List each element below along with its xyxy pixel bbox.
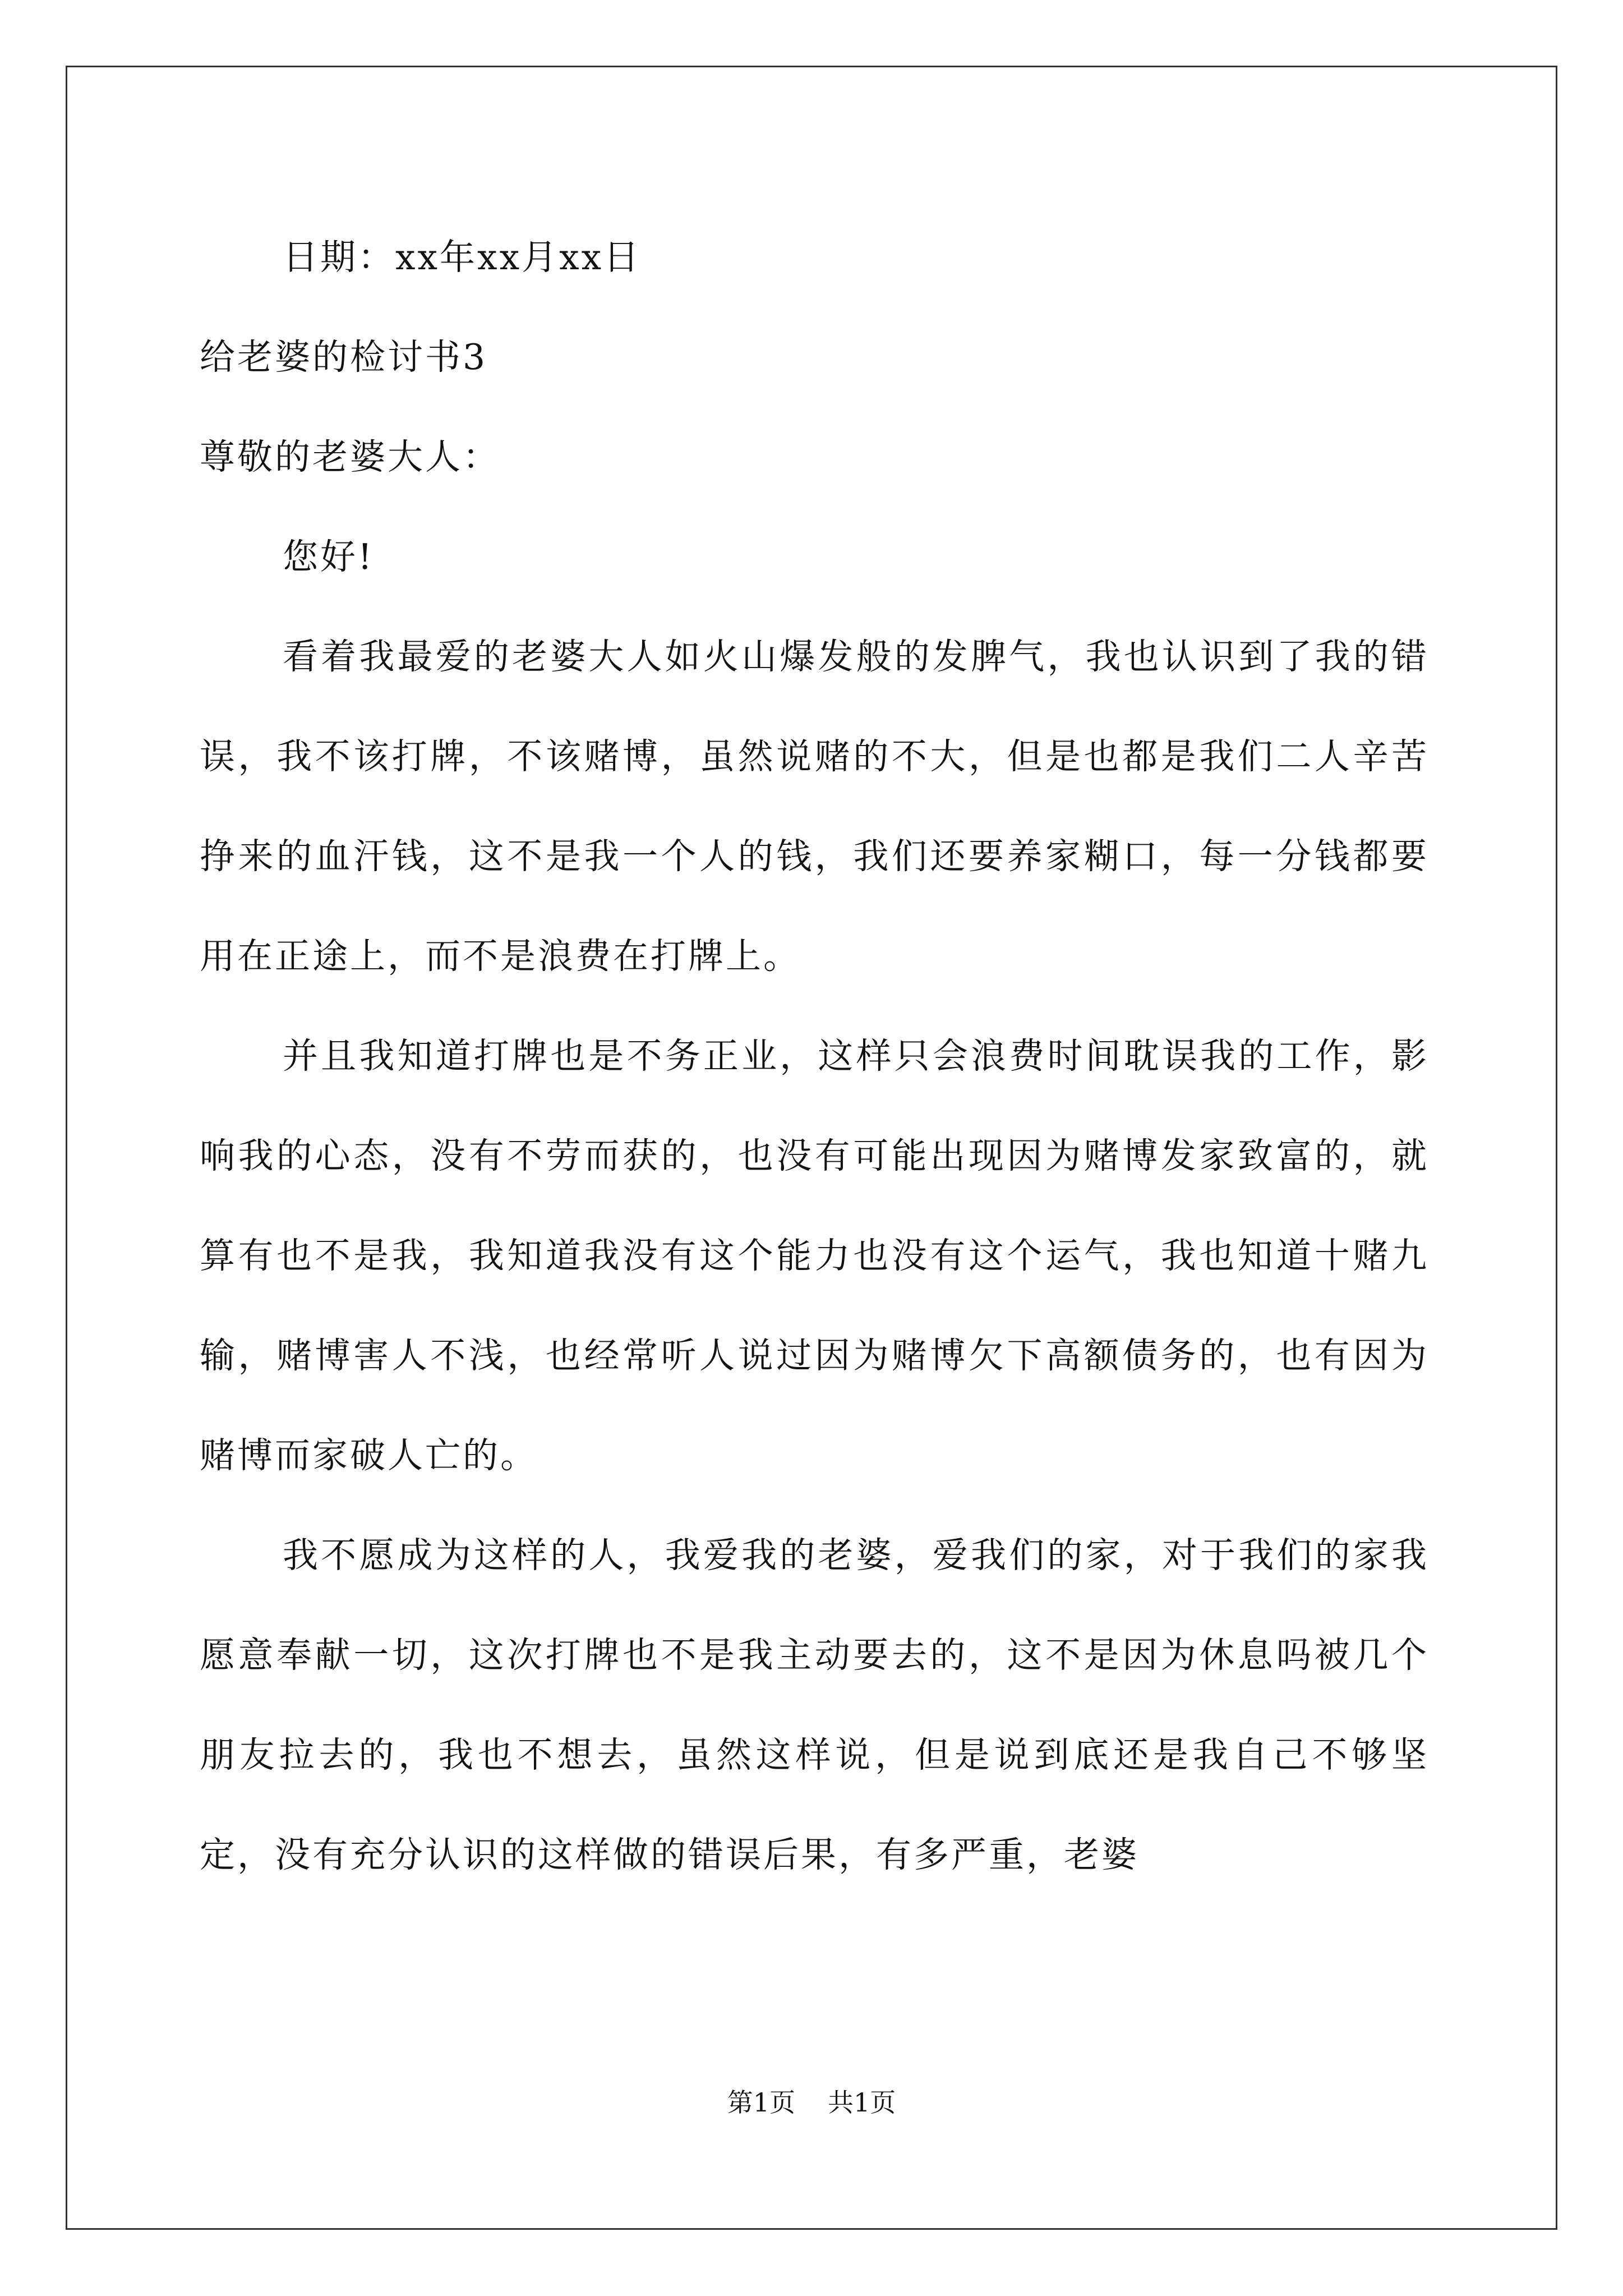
document-title: 给老婆的检讨书3	[200, 337, 488, 378]
greeting: 您好!	[283, 536, 375, 577]
page-number: 第1页	[727, 2087, 795, 2118]
paragraph-2: 并且我知道打牌也是不务正业，这样只会浪费时间耽误我的工作，影响我的心态，没有不劳而获的，也没有可能出现因为赌博发家致富的，就算有也不是我，我知道我没有这个能力也没有这个运气，我也知道十赌九输，赌博害人不浅，也经常听人说过因为赌博欠下高额债务的，也有因为赌博而家破人亡的。	[200, 1036, 1429, 1476]
paragraph-1: 看着我最爱的老婆大人如火山爆发般的发脾气，我也认识到了我的错误，我不该打牌，不该赌博，虽然说赌的不大，但是也都是我们二人辛苦挣来的血汗钱，这不是我一个人的钱，我们还要养家糊口，每一分钱都要用在正途上，而不是浪费在打牌上。	[200, 636, 1429, 977]
paragraph-3: 我不愿成为这样的人，我爱我的老婆，爱我们的家，对于我们的家我愿意奉献一切，这次打牌也不是我主动要去的，这不是因为休息吗被几个朋友拉去的，我也不想去，虽然这样说，但是说到底还是我自己不够坚定，没有充分认识的这样做的错误后果，有多严重，老婆	[200, 1535, 1429, 1875]
document-body	[200, 208, 1429, 1905]
date-line: 日期：xx年xx月xx日	[283, 237, 642, 278]
page-total: 共1页	[828, 2087, 896, 2118]
salutation: 尊敬的老婆大人：	[200, 436, 500, 477]
page-footer	[0, 2086, 1623, 2119]
